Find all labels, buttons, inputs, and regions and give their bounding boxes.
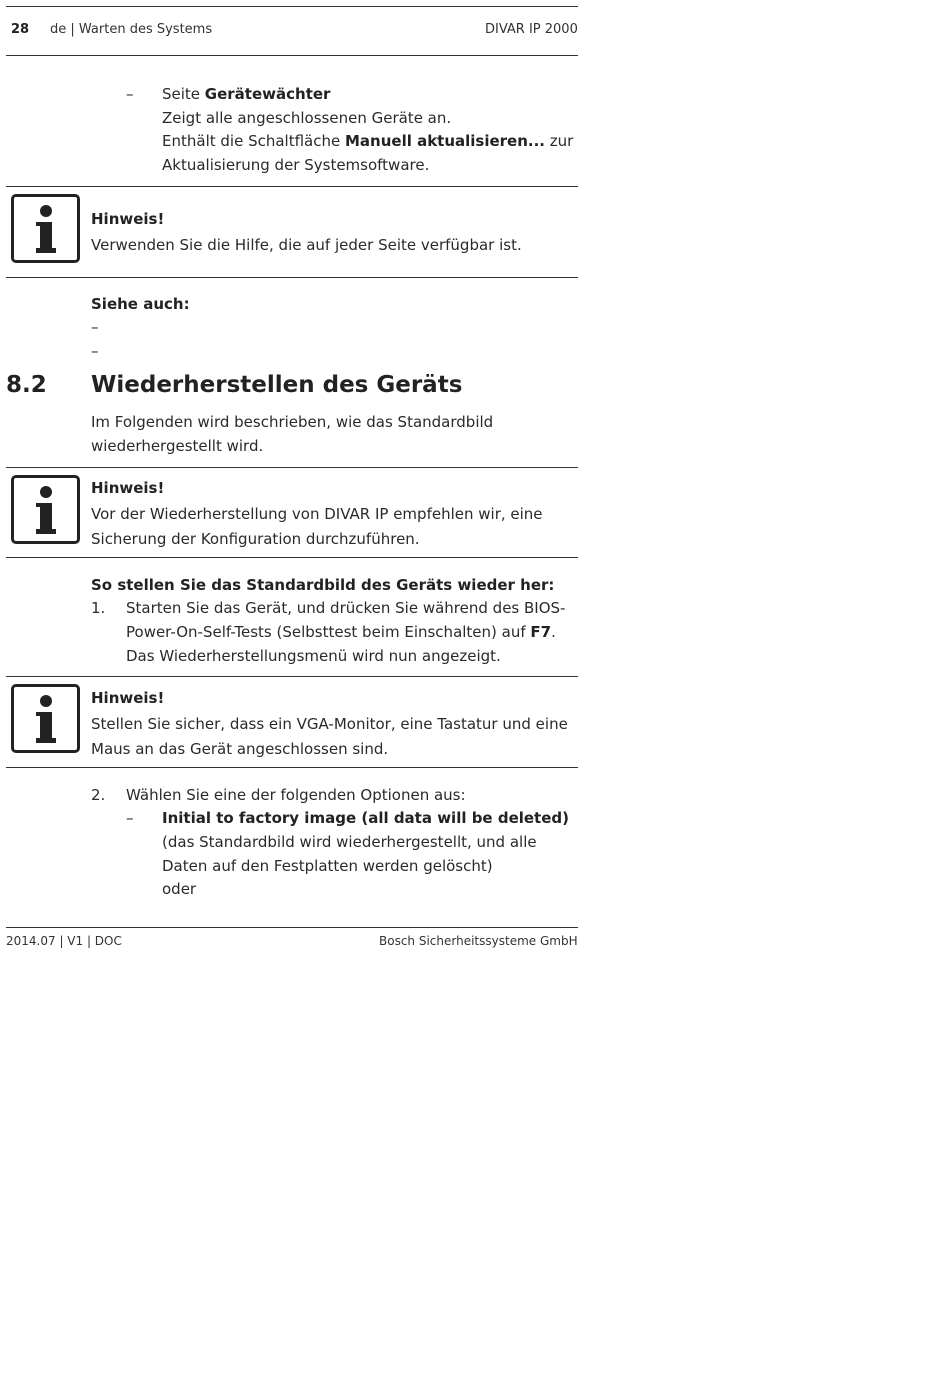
item-name: Gerätewächter — [204, 85, 331, 103]
option-line1: (das Standardbild wird wiederhergestellt, und alle — [162, 833, 537, 851]
step2-number: 2. — [91, 786, 106, 804]
step1-line3: Das Wiederherstellungsmenü wird nun angezeigt. — [126, 647, 501, 665]
step1-number: 1. — [91, 599, 106, 617]
notice1-title: Hinweis! — [91, 210, 165, 228]
see-also-item: – — [91, 318, 99, 336]
step2-text: Wählen Sie eine der folgenden Optionen aus: — [126, 786, 466, 804]
manual-update-button-label: Manuell aktualisieren... — [344, 132, 546, 150]
option-title: Initial to factory image (all data will be deleted) — [162, 809, 569, 827]
notice1-top-rule — [6, 186, 578, 187]
header-section: de | Warten des Systems — [50, 22, 213, 37]
step1-line2-suffix: . — [551, 623, 556, 641]
notice3-line2: Maus an das Gerät angeschlossen sind. — [91, 740, 389, 758]
notice2-top-rule — [6, 467, 578, 468]
footer-left: 2014.07 | V1 | DOC — [6, 934, 122, 948]
see-also-title: Siehe auch: — [91, 295, 190, 313]
option-dash: – — [126, 809, 134, 827]
item-line1: Zeigt alle angeschlossenen Geräte an. — [162, 109, 452, 127]
info-icon — [11, 475, 80, 544]
option-line3: oder — [162, 880, 197, 898]
section-title: Wiederherstellen des Geräts — [91, 372, 463, 398]
notice3-top-rule — [6, 676, 578, 677]
item-line2-suffix: zur — [545, 132, 574, 150]
notice3-bottom-rule — [6, 767, 578, 768]
item-heading — [162, 82, 330, 106]
item-line2 — [162, 129, 573, 153]
f7-key: F7 — [530, 623, 552, 641]
see-also-item: – — [91, 342, 99, 360]
item-line2-prefix: Enthält die Schaltfläche — [162, 132, 345, 150]
notice2-line1: Vor der Wiederherstellung von DIVAR IP empfehlen wir, eine — [91, 505, 543, 523]
footer-right: Bosch Sicherheitssysteme GmbH — [379, 934, 578, 948]
header-product: DIVAR IP 2000 — [485, 22, 578, 37]
notice3-line1: Stellen Sie sicher, dass ein VGA-Monitor, eine Tastatur und eine — [91, 715, 568, 733]
option-line2: Daten auf den Festplatten werden gelöscht) — [162, 857, 493, 875]
info-icon — [11, 684, 80, 753]
step1-line2-prefix: Power-On-Self-Tests (Selbsttest beim Einschalten) auf — [126, 623, 531, 641]
section-intro-line1: Im Folgenden wird beschrieben, wie das Standardbild — [91, 413, 494, 431]
notice2-title: Hinweis! — [91, 479, 165, 497]
section-intro-line2: wiederhergestellt wird. — [91, 437, 264, 455]
footer-rule — [6, 927, 578, 928]
notice2-line2: Sicherung der Konfiguration durchzuführen. — [91, 530, 420, 548]
notice1-bottom-rule — [6, 277, 578, 278]
notice3-title: Hinweis! — [91, 689, 165, 707]
item-line3: Aktualisierung der Systemsoftware. — [162, 156, 430, 174]
step1-line1: Starten Sie das Gerät, und drücken Sie während des BIOS- — [126, 599, 566, 617]
notice1-text: Verwenden Sie die Hilfe, die auf jeder Seite verfügbar ist. — [91, 236, 522, 254]
notice2-bottom-rule — [6, 557, 578, 558]
header-top-rule — [6, 6, 578, 7]
info-icon — [11, 194, 80, 263]
item-prefix: Seite — [162, 85, 205, 103]
section-number: 8.2 — [6, 372, 47, 398]
header-bottom-rule — [6, 55, 578, 56]
step1-line2 — [126, 620, 556, 644]
procedure-title: So stellen Sie das Standardbild des Geräts wieder her: — [91, 576, 555, 594]
item-dash: – — [126, 85, 134, 103]
page-number: 28 — [11, 22, 30, 37]
